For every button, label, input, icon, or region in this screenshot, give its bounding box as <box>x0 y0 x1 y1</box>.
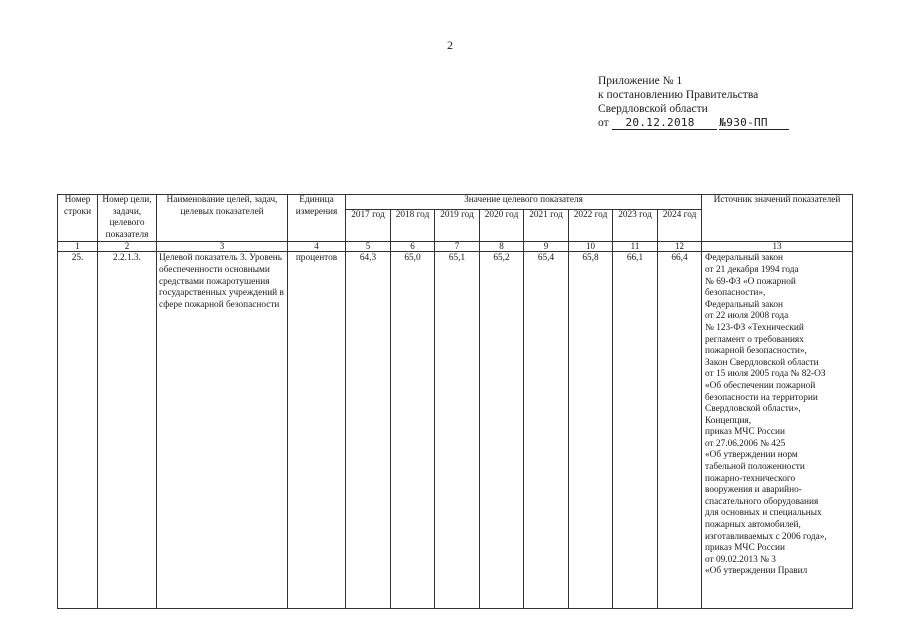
source-line: № 123-ФЗ «Технический <box>705 322 804 333</box>
column-number-row <box>58 242 853 252</box>
column-number: 5 <box>346 242 391 252</box>
table-row <box>58 252 853 609</box>
value-cell-2020: 65,2 <box>480 252 524 609</box>
column-number: 8 <box>480 242 524 252</box>
value-cell-2021: 65,4 <box>524 252 569 609</box>
source-line: Федеральный закон <box>705 299 783 310</box>
page-number: 2 <box>447 38 453 52</box>
column-number: 3 <box>157 242 288 252</box>
column-number: 12 <box>658 242 702 252</box>
header-year: 2021 год <box>524 210 569 242</box>
header-name: Наименование целей, задач, целевых показателей <box>157 195 288 242</box>
source-line: от 21 декабря 1994 года <box>705 264 799 275</box>
value-cell-2017: 64,3 <box>346 252 391 609</box>
value-cell-2019: 65,1 <box>435 252 480 609</box>
column-number: 2 <box>98 242 157 252</box>
source-line: от 27.06.2006 № 425 <box>705 438 786 449</box>
source-line: Федеральный закон <box>705 253 783 264</box>
header-unit: Единица измерения <box>288 195 346 242</box>
decree-number: №930-ПП <box>719 117 789 130</box>
header-year: 2023 год <box>613 210 658 242</box>
header-year: 2022 год <box>569 210 613 242</box>
source-line: спасательного оборудования <box>705 496 819 507</box>
header-year: 2017 год <box>346 210 391 242</box>
header-value-group: Значение целевого показателя <box>346 195 702 210</box>
value-cell-2018: 65,0 <box>391 252 435 609</box>
indicators-table <box>57 194 853 609</box>
source-line: табельной положенности <box>705 462 805 473</box>
value-cell-2022: 65,8 <box>569 252 613 609</box>
header-year: 2024 год <box>658 210 702 242</box>
header-year: 2020 год <box>480 210 524 242</box>
source-line: от 09.02.2013 № 3 <box>705 554 776 565</box>
source-line: «Об утверждении Правил <box>705 566 808 577</box>
source-line: приказ МЧС России <box>705 543 785 554</box>
indicator-name-cell: Целевой показатель 3. Уровень обеспеченности основными средствами пожаротушения государственных учреждений в сфере пожарной безопасности <box>157 252 288 609</box>
value-cell-2023: 66,1 <box>613 252 658 609</box>
column-number: 4 <box>288 242 346 252</box>
column-number: 7 <box>435 242 480 252</box>
source-line: Концепция, <box>705 415 752 426</box>
value-cell-2024: 66,4 <box>658 252 702 609</box>
header-year: 2019 год <box>435 210 480 242</box>
header-row <box>58 195 853 210</box>
appendix-header <box>598 74 789 130</box>
source-line: изготавливаемых с 2006 года», <box>705 531 827 542</box>
header-year: 2018 год <box>391 210 435 242</box>
column-number: 1 <box>58 242 98 252</box>
goal-number-cell: 2.2.1.3. <box>98 252 157 609</box>
decree-date: 20.12.2018 <box>612 117 717 130</box>
column-number: 11 <box>613 242 658 252</box>
source-line: безопасности», <box>705 288 766 299</box>
header-source: Источник значений показателей <box>702 195 853 242</box>
source-line: пожарных автомобилей, <box>705 520 801 531</box>
source-line: «Об обеспечении пожарной <box>705 380 816 391</box>
appendix-decree-line: к постановлению Правительства <box>598 89 759 101</box>
source-line: от 15 июля 2005 года № 82-ОЗ <box>705 369 826 380</box>
column-number: 13 <box>702 242 853 252</box>
header-goal-number: Номер цели, задачи, целевого показателя <box>98 195 157 242</box>
source-line: пожарно-технического <box>705 473 796 484</box>
header-row-number: Номер строки <box>58 195 98 242</box>
date-prefix: от <box>598 117 609 129</box>
unit-cell: процентов <box>288 252 346 609</box>
source-line: регламент о требованиях <box>705 334 804 345</box>
column-number: 9 <box>524 242 569 252</box>
source-line: для основных и специальных <box>705 508 822 519</box>
source-line: «Об утверждении норм <box>705 450 798 461</box>
column-number: 6 <box>391 242 435 252</box>
appendix-region-line: Свердловской области <box>598 103 708 115</box>
source-line: пожарной безопасности», <box>705 346 807 357</box>
source-line: безопасности на территории <box>705 392 818 403</box>
row-number-cell: 25. <box>58 252 98 609</box>
appendix-date-line <box>598 116 789 130</box>
source-line: № 69-ФЗ «О пожарной <box>705 276 796 287</box>
source-line: Свердловской области», <box>705 404 801 415</box>
source-line: Закон Свердловской области <box>705 357 819 368</box>
column-number: 10 <box>569 242 613 252</box>
source-line: вооружения и аварийно- <box>705 485 802 496</box>
source-line: приказ МЧС России <box>705 427 785 438</box>
appendix-title: Приложение № 1 <box>598 75 683 87</box>
source-line: от 22 июля 2008 года <box>705 311 789 322</box>
source-cell <box>702 252 853 609</box>
